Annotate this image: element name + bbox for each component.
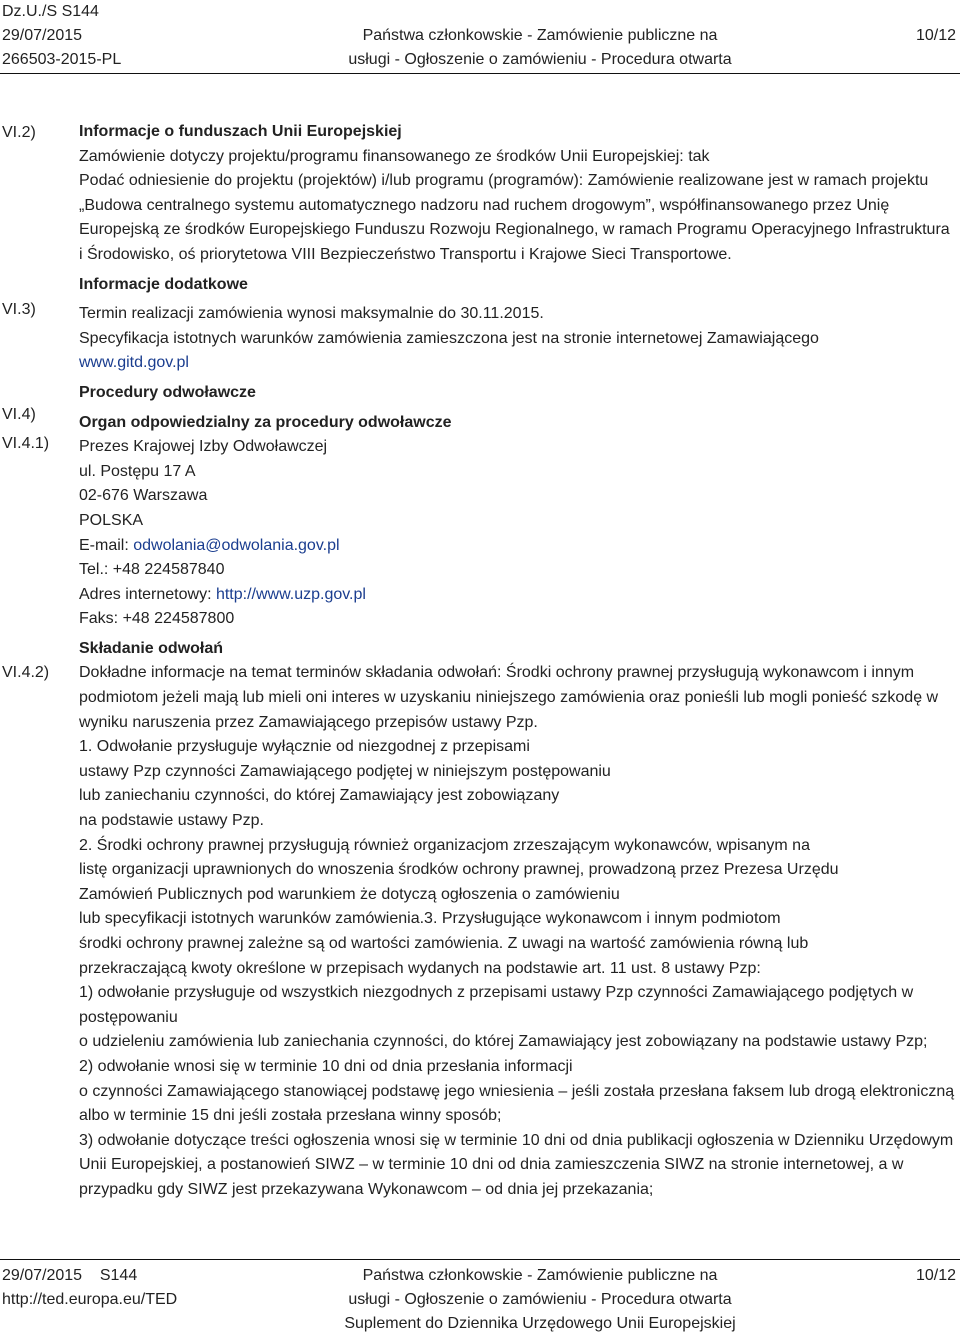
- web-link[interactable]: http://www.uzp.gov.pl: [215, 585, 366, 603]
- paragraph: 1) odwołanie przysługuje od wszystkich niezgodnych z przepisami ustawy Pzp czynności Zamawiającego podjętych w postępowaniu: [79, 984, 914, 1026]
- header-rule: [0, 73, 960, 74]
- notice-id: 266503-2015-PL: [2, 51, 122, 68]
- review-body-city: 02-676 Warszawa: [79, 487, 208, 505]
- section-vi3: [79, 273, 955, 376]
- section-number-vi3: VI.3): [2, 301, 36, 318]
- section-number-vi2: VI.2): [2, 124, 36, 141]
- web-label: Adres internetowy:: [79, 585, 216, 603]
- footer-title-line2: usługi - Ogłoszenie o zamówieniu - Procedura otwarta: [348, 1291, 732, 1308]
- section-vi2: [79, 120, 955, 268]
- section-title: Informacje o funduszach Unii Europejskiej: [79, 123, 402, 140]
- header-title: [240, 0, 840, 72]
- deadline-text: Termin realizacji zamówienia wynosi maksymalnie do 30.11.2015.: [79, 305, 544, 323]
- contracting-website-link[interactable]: www.gitd.gov.pl: [79, 354, 189, 372]
- section-title: Informacje dodatkowe: [79, 275, 248, 293]
- paragraph: listę organizacji uprawnionych do wnoszenia środków ochrony prawnej, prowadzoną przez Prezesa Urzędu: [79, 861, 839, 879]
- journal-reference: Dz.U./S S144: [2, 3, 99, 20]
- review-body-name: Prezes Krajowej Izby Odwoławczej: [79, 438, 328, 456]
- paragraph: środki ochrony prawnej zależne są od wartości zamówienia. Z uwagi na wartość zamówienia równą lub: [79, 935, 809, 952]
- footer-title-line3: Suplement do Dziennika Urzędowego Unii Europejskiej: [344, 1315, 736, 1332]
- section-title: Organ odpowiedzialny za procedury odwoławcze: [79, 413, 452, 431]
- section-title: Składanie odwołań: [79, 639, 224, 657]
- footer-url[interactable]: http://ted.europa.eu/TED: [2, 1291, 178, 1308]
- section-title: Procedury odwoławcze: [79, 383, 256, 401]
- review-body-tel: Tel.: +48 224587840: [79, 561, 225, 579]
- footer-date: 29/07/2015: [2, 1267, 83, 1284]
- section-vi41: [79, 411, 955, 632]
- paragraph: lub specyfikacji istotnych warunków zamówienia.3. Przysługujące wykonawcom i innym podmiotom: [79, 910, 781, 928]
- paragraph: 2) odwołanie wnosi się w terminie 10 dni od dnia przesłania informacji: [79, 1057, 573, 1075]
- paragraph: o udzieleniu zamówienia lub zaniechania czynności, do której Zamawiający jest zobowiązany na podstawie ustawy Pzp;: [79, 1033, 928, 1051]
- header-title-line2: usługi - Ogłoszenie o zamówieniu - Procedura otwarta: [348, 51, 732, 68]
- email-link[interactable]: odwolania@odwolania.gov.pl: [133, 536, 340, 554]
- footer-rule: [0, 1259, 960, 1260]
- section-vi4: [79, 381, 955, 406]
- footer-title-line1: Państwa członkowskie - Zamówienie publiczne na: [362, 1267, 718, 1284]
- header-left: [2, 0, 121, 72]
- paragraph: o czynności Zamawiającego stanowiącej podstawę jego wniesienia – jeśli została przesłana faksem lub drogą elektroniczną albo w terminie 15 dni jeśli została przesłana winny sposób;: [79, 1082, 955, 1125]
- section-vi42: [79, 637, 955, 1203]
- header-title-line1: Państwa członkowskie - Zamówienie publiczne na: [362, 27, 718, 44]
- section-number-vi42: VI.4.2): [2, 664, 50, 681]
- paragraph: lub zaniechaniu czynności, do której Zamawiający jest zobowiązany: [79, 787, 560, 805]
- page-header: [0, 0, 960, 72]
- eu-funding-flag: Zamówienie dotyczy projektu/programu finansowanego ze środków Unii Europejskiej: tak: [79, 147, 710, 165]
- document-body: [79, 120, 955, 1203]
- paragraph: 2. Środki ochrony prawnej przysługują również organizacjom zrzeszającym wykonawców, wpisanym na: [79, 836, 810, 854]
- paragraph: ustawy Pzp czynności Zamawiającego podjętej w niniejszym postępowaniu: [79, 762, 611, 780]
- footer-left: [2, 1264, 177, 1312]
- eu-project-reference: Podać odniesienie do projektu (projektów) i/lub programu (programów): Zamówienie realizowane jest w ramach projektu „Budowa centralnego systemu automatycznego nadzoru nad ruchem drogowym”, współfinansowanego przez Unię Europejską ze środków Europejskiego Funduszu Rozwoju Regionalnego, w ramach Programu Operacyjnego Infrastruktura i Środowisko, oś priorytetowa VIII Bezpieczeństwo Transportu i Krajowe Sieci Transportowe.: [79, 172, 950, 263]
- section-number-vi4: VI.4): [2, 406, 36, 423]
- section-number-vi41: VI.4.1): [2, 435, 50, 452]
- specification-text: Specyfikacja istotnych warunków zamówienia zamieszczona jest na stronie internetowej Zamawiającego: [79, 329, 819, 347]
- review-body-street: ul. Postępu 17 A: [79, 462, 196, 480]
- review-body-web-row: [79, 583, 955, 608]
- page-footer: [0, 1262, 960, 1334]
- paragraph: Dokładne informacje na temat terminów składania odwołań: Środki ochrony prawnej przysługują wykonawcom i innym podmiotom jeżeli mają lub mieli oni interes w uzyskaniu niniejszego zamówienia oraz ponieśli lub mogli ponieść szkodę w wyniku naruszenia przez Zamawiającego przepisów ustawy Pzp.: [79, 664, 939, 731]
- header-date: 29/07/2015: [2, 27, 83, 44]
- review-body-email-row: [79, 534, 955, 559]
- footer-page-number: 10/12: [915, 1267, 956, 1284]
- footer-issue: S144: [99, 1267, 138, 1284]
- review-body-country: POLSKA: [79, 511, 144, 529]
- review-body-fax: Faks: +48 224587800: [79, 610, 235, 628]
- footer-title: [240, 1264, 840, 1336]
- paragraph: Zamówień Publicznych pod warunkiem że dotyczą ogłoszenia o zamówieniu: [79, 885, 620, 903]
- header-page-number: 10/12: [915, 27, 956, 44]
- paragraph: przekraczającą kwoty określone w przepisach wydanych na podstawie art. 11 ust. 8 ustawy Pzp:: [79, 959, 761, 977]
- paragraph: 1. Odwołanie przysługuje wyłącznie od niezgodnej z przepisami: [79, 738, 530, 756]
- paragraph: na podstawie ustawy Pzp.: [79, 812, 264, 830]
- email-label: E-mail:: [79, 536, 134, 554]
- paragraph: 3) odwołanie dotyczące treści ogłoszenia wnosi się w terminie 10 dni od dnia publikacji ogłoszenia w Dzienniku Urzędowym Unii Europejskiej, a postanowień SIWZ – w terminie 10 dni od dnia zamieszczenia SIWZ na stronie internetowej, a w przypadku gdy SIWZ jest przekazywana Wykonawcom – od dnia jej przekazania;: [79, 1131, 954, 1198]
